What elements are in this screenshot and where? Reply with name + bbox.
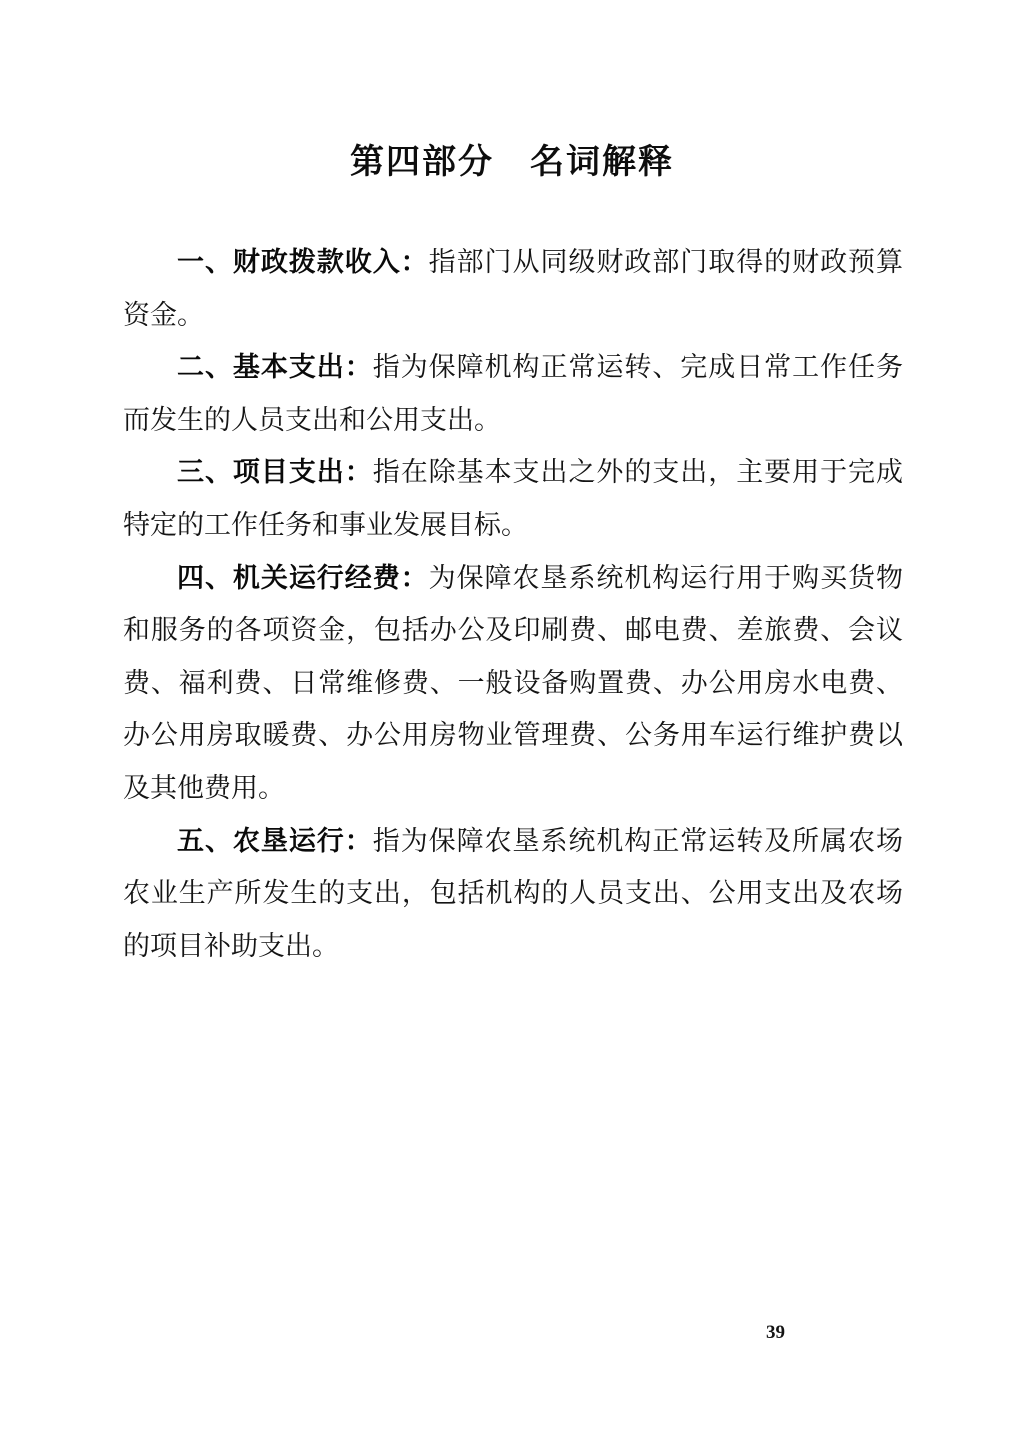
definition-paragraph (123, 341, 903, 446)
definition-paragraph (123, 236, 903, 341)
definition-paragraph (123, 552, 903, 815)
definition-paragraph (123, 446, 903, 551)
term-label: 五、农垦运行： (177, 825, 373, 856)
term-label: 二、基本支出： (177, 352, 373, 383)
term-label: 一、财政拨款收入： (177, 247, 429, 277)
definition-paragraph (123, 815, 903, 973)
term-label: 三、项目支出： (177, 457, 373, 488)
term-definition: 指部门从同级财政部门取得的财政预算资金。 (123, 247, 903, 330)
term-definition: 指为保障农垦系统机构正常运转及所属农场农业生产所发生的支出，包括机构的人员支出、公用支出及农场的项目补助支出。 (123, 825, 904, 961)
term-definition: 指在除基本支出之外的支出，主要用于完成特定的工作任务和事业发展目标。 (123, 457, 904, 540)
document-body (123, 236, 903, 972)
page-number: 39 (766, 1322, 785, 1343)
term-definition: 为保障农垦系统机构运行用于购买货物和服务的各项资金，包括办公及印刷费、邮电费、差旅费、会议费、福利费、日常维修费、一般设备购置费、办公用房水电费、办公用房取暖费、办公用房物业管理费、公务用车运行维护费以及其他费用。 (123, 562, 903, 803)
page-title: 第四部分 名词解释 (350, 143, 674, 181)
term-definition: 指为保障机构正常运转、完成日常工作任务而发生的人员支出和公用支出。 (123, 352, 904, 435)
term-label: 四、机关运行经费： (177, 562, 429, 593)
